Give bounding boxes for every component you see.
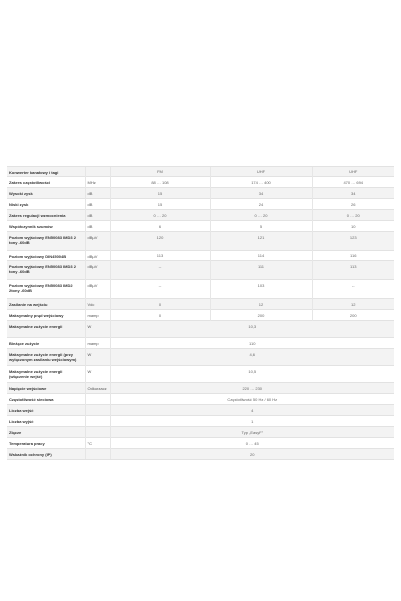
table-row [7, 221, 394, 232]
row-label: Maksymalne zużycie energii (przy wyłączonym zasilaniu wejściowym) [7, 349, 85, 366]
row-unit: dBµV [85, 251, 110, 261]
row-value: -- [110, 261, 210, 280]
row-label: Częstotliwość sieciowa [7, 394, 85, 405]
row-unit [85, 416, 110, 427]
row-value-merged: 220 … 230 [110, 383, 394, 394]
row-label: Współczynnik szumów [7, 221, 85, 232]
table-row [7, 449, 394, 460]
row-unit [85, 449, 110, 460]
row-value: 111 [210, 261, 312, 280]
row-value: 200 [312, 310, 394, 321]
row-value: 15 [110, 199, 210, 210]
spec-table [7, 166, 394, 460]
table-row [7, 366, 394, 383]
row-value: 113 [110, 251, 210, 261]
row-label: Temperatura pracy [7, 438, 85, 449]
row-label: Złącze [7, 427, 85, 438]
row-label: Poziom wyjściowy EN50083 IMD3 2 tony -60dB [7, 261, 85, 280]
row-value: 26 [312, 199, 394, 210]
row-label: Zasilanie na wejściu [7, 299, 85, 310]
row-label: Maksymalne zużycie energii (włączenie wejść) [7, 366, 85, 383]
row-value: 114 [210, 251, 312, 261]
table-row [7, 210, 394, 221]
row-label: Maksymalne zużycie energii [7, 321, 85, 338]
table-row [7, 405, 394, 416]
table-row [7, 394, 394, 405]
row-value: 174 … 400 [210, 177, 312, 188]
row-unit [85, 405, 110, 416]
row-value-merged: Częstotliwość 50 Hz / 60 Hz [110, 394, 394, 405]
row-value: 88 … 108 [110, 177, 210, 188]
row-label: Liczba wejść [7, 405, 85, 416]
row-value: 0 … 20 [210, 210, 312, 221]
row-value-merged: 4 [110, 405, 394, 416]
table-row [7, 167, 394, 177]
row-label: Bieżące zużycie [7, 338, 85, 349]
row-value: 113 [312, 261, 394, 280]
row-unit: dB [85, 210, 110, 221]
row-value: -- [312, 280, 394, 299]
table-row [7, 188, 394, 199]
row-unit: W [85, 321, 110, 338]
row-value: 116 [312, 251, 394, 261]
row-value-merged: 4,6 [110, 349, 394, 366]
row-label: Zakres regulacji wzmocnienia [7, 210, 85, 221]
table-row [7, 199, 394, 210]
table-row [7, 383, 394, 394]
row-value: 200 [210, 310, 312, 321]
row-unit: W [85, 349, 110, 366]
table-row [7, 427, 394, 438]
row-value-merged: 10,3 [110, 321, 394, 338]
row-label: Wskaźnik ochrony (IP) [7, 449, 85, 460]
row-unit: mamp [85, 310, 110, 321]
table-row [7, 310, 394, 321]
table-row [7, 338, 394, 349]
row-unit: mamp [85, 338, 110, 349]
row-label: Niski zysk [7, 199, 85, 210]
row-label: Liczba wyjść [7, 416, 85, 427]
row-unit: W [85, 366, 110, 383]
row-value: 0 … 20 [312, 210, 394, 221]
row-unit [85, 394, 110, 405]
row-label: Maksymalny prąd wejściowy [7, 310, 85, 321]
table-row [7, 232, 394, 251]
row-value: 34 [210, 188, 312, 199]
row-unit: dB [85, 188, 110, 199]
row-label: Zakres częstotliwości [7, 177, 85, 188]
row-label: Napięcie wejściowe [7, 383, 85, 394]
row-label: Poziom wyjściowy DIN45004B [7, 251, 85, 261]
row-unit: dB [85, 199, 110, 210]
row-value: 5 [210, 221, 312, 232]
table-row [7, 299, 394, 310]
row-unit: °C [85, 438, 110, 449]
table-row [7, 251, 394, 261]
row-value: 34 [312, 188, 394, 199]
spec-table-body [7, 167, 394, 460]
row-value: 0 [110, 299, 210, 310]
row-value: 12 [210, 299, 312, 310]
row-value: 12 [312, 299, 394, 310]
row-value: 121 [210, 232, 312, 251]
table-row [7, 321, 394, 338]
row-label: Poziom wyjściowy EN50083 IMD2 2tony -60dB [7, 280, 85, 299]
row-value: UHF [210, 167, 312, 177]
table-row [7, 177, 394, 188]
row-unit: dBµV [85, 232, 110, 251]
table-row [7, 416, 394, 427]
row-unit [85, 427, 110, 438]
row-value: 0 … 20 [110, 210, 210, 221]
row-value: 123 [312, 232, 394, 251]
row-value-merged: 20 [110, 449, 394, 460]
row-unit: Vdc [85, 299, 110, 310]
row-value: 24 [210, 199, 312, 210]
table-row [7, 438, 394, 449]
row-value: 10 [312, 221, 394, 232]
row-value-merged: 0 … 45 [110, 438, 394, 449]
row-value-merged: 10,5 [110, 366, 394, 383]
row-value: 120 [110, 232, 210, 251]
row-label: Konwerter kanałowy i tagi [7, 167, 85, 177]
row-value: 470 … 694 [312, 177, 394, 188]
row-value-merged: Typ „EasyF” [110, 427, 394, 438]
row-unit: dBµV [85, 280, 110, 299]
row-value: -- [110, 280, 210, 299]
row-value: 15 [110, 188, 210, 199]
row-unit: dB [85, 221, 110, 232]
row-value: UHF [312, 167, 394, 177]
row-unit: Odkurzacz [85, 383, 110, 394]
row-value: FM [110, 167, 210, 177]
table-row [7, 280, 394, 299]
row-value: 6 [110, 221, 210, 232]
row-label: Poziom wyjściowy EN50083 IMD3 2 tony -60dB [7, 232, 85, 251]
row-label: Wysoki zysk [7, 188, 85, 199]
table-row [7, 349, 394, 366]
row-value-merged: 1 [110, 416, 394, 427]
row-unit [85, 167, 110, 177]
row-value: 103 [210, 280, 312, 299]
row-unit: dBµV [85, 261, 110, 280]
row-unit: MHz [85, 177, 110, 188]
row-value-merged: 110 [110, 338, 394, 349]
table-row [7, 261, 394, 280]
row-value: 0 [110, 310, 210, 321]
